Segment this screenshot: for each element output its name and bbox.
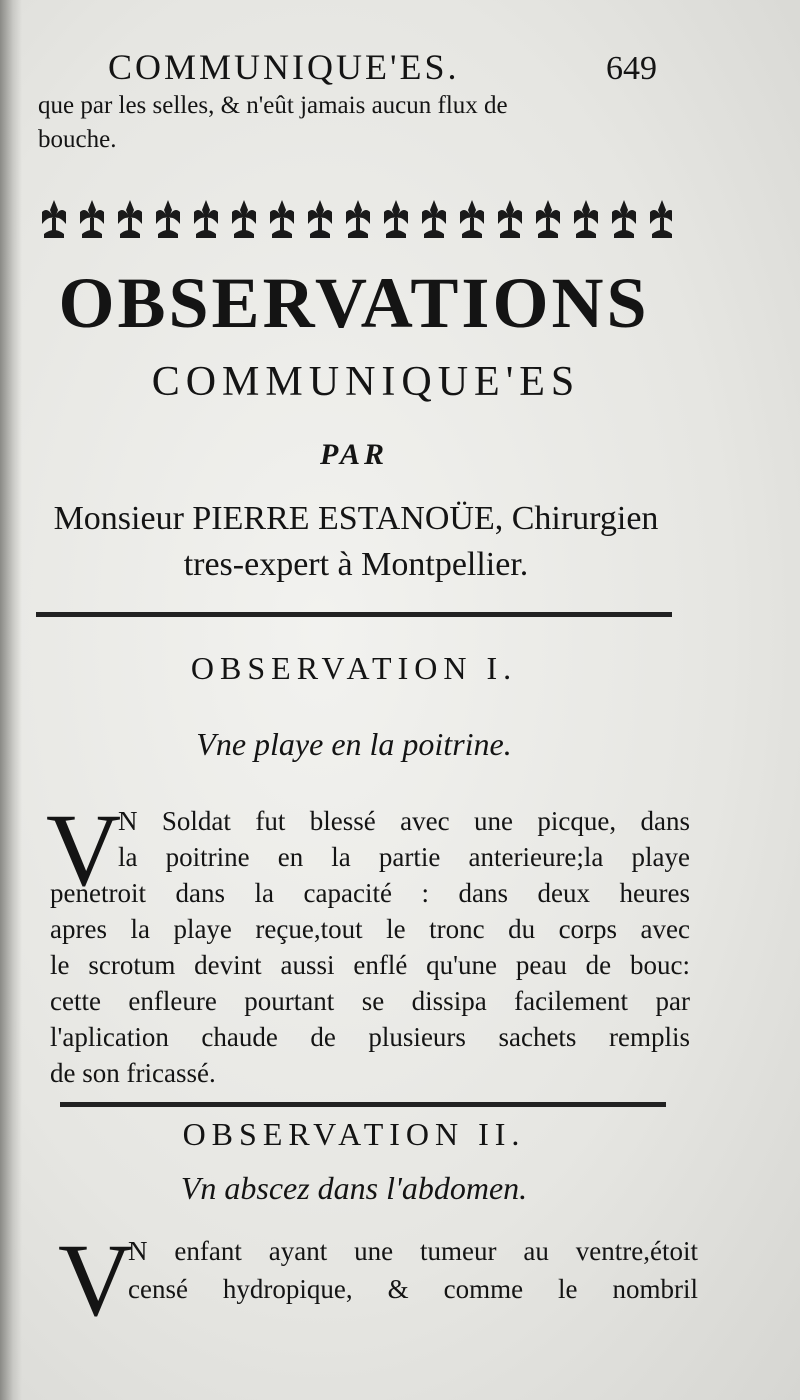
fleuron-icon — [232, 200, 256, 238]
fleuron-icon — [460, 200, 484, 238]
fleuron-icon — [118, 200, 142, 238]
fleuron-ornament-row — [36, 196, 672, 244]
byline-par: PAR — [319, 438, 389, 471]
observation-heading: OBSERVATION II. — [182, 1116, 526, 1152]
observation-title: Vne playe en la poitrine. — [196, 726, 512, 762]
fleuron-icon — [574, 200, 598, 238]
text-line: penetroit dans la capacité : dans deux heures — [50, 878, 690, 908]
subtitle: COMMUNIQUE'ES — [151, 359, 581, 405]
fleuron-icon — [422, 200, 446, 238]
page-number: 649 — [606, 50, 657, 87]
text-line: la poitrine en la partie anterieure;la playe — [118, 842, 690, 872]
page-gutter-shadow — [0, 0, 22, 1400]
fleuron-icon — [270, 200, 294, 238]
author-line: Monsieur PIERRE ESTANOÜE, Chirurgien tres-expert à Montpellier. — [53, 500, 659, 583]
main-title: OBSERVATIONS — [58, 263, 650, 343]
carryover-line: bouche. — [38, 126, 117, 153]
text-line: apres la playe reçue,tout le tronc du corps avec — [50, 914, 690, 944]
fleuron-icon — [194, 200, 218, 238]
fleuron-icon — [308, 200, 332, 238]
fleuron-icon — [650, 200, 672, 238]
text-line: N Soldat fut blessé avec une picque, dans — [118, 806, 690, 836]
fleuron-icon — [536, 200, 560, 238]
text-line: cette enfleure pourtant se dissipa facilement par — [50, 986, 690, 1016]
text-line: censé hydropique, & comme le nombril — [128, 1274, 698, 1304]
observation-heading: OBSERVATION I. — [190, 650, 518, 686]
fleuron-icon — [384, 200, 408, 238]
drop-cap: V — [46, 793, 122, 908]
fleuron-icon — [612, 200, 636, 238]
fleuron-icon — [156, 200, 180, 238]
text-line: l'aplication chaude de plusieurs sachets remplis — [50, 1022, 690, 1052]
drop-cap: V — [58, 1223, 134, 1338]
running-head: COMMUNIQUE'ES. — [108, 47, 460, 87]
section-rule — [36, 612, 672, 617]
section-rule — [60, 1102, 666, 1107]
fleuron-icon — [80, 200, 104, 238]
fleuron-icon — [498, 200, 522, 238]
observation-title: Vn abscez dans l'abdomen. — [180, 1170, 528, 1206]
text-line: N enfant ayant une tumeur au ventre,étoit — [128, 1236, 698, 1266]
carryover-line: que par les selles, & n'eût jamais aucun flux de — [38, 92, 508, 119]
text-line: de son fricassé. — [50, 1058, 216, 1088]
text-line: le scrotum devint aussi enflé qu'une peau de bouc: — [50, 950, 690, 980]
fleuron-icon — [346, 200, 370, 238]
